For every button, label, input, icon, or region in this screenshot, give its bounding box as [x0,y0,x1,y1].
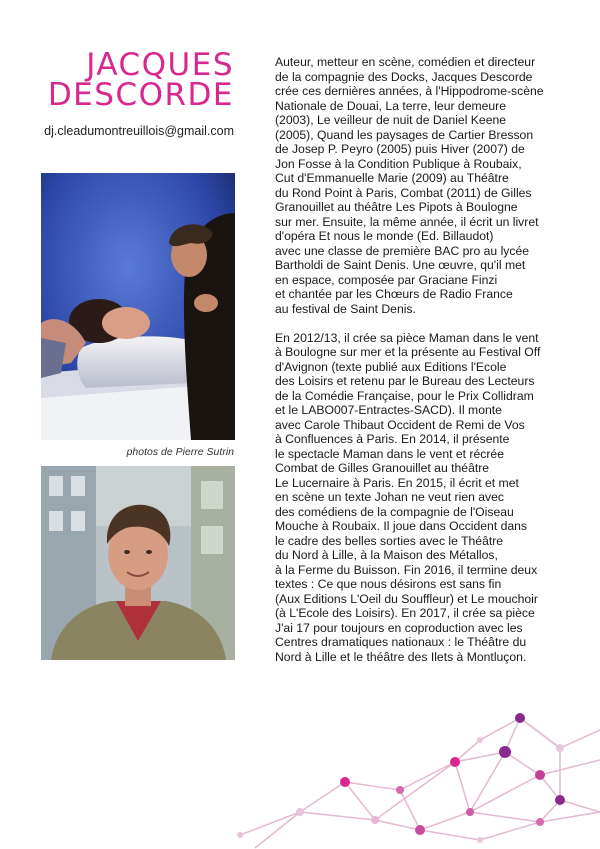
bio-paragraph-2: En 2012/13, il crée sa pièce Maman dans le vent à Boulogne sur mer et la présente au Festival Off d'Avignon (texte publié aux Editions l'Ecole des Loisirs et retenu par le Bureau des Lecteurs de la Comédie Française, pour le Prix Collidram et le LABO007-Entractes-SACD). Il monte avec Carole Thibaut Occident de Remi de Vos à Confluences à Paris. En 2014, il présente le spectacle Maman dans le vent et récrée Combat de Gilles Granouillet au théâtre Le Lucernaire à Paris. En 2015, il écrit et met en scène un texte Johan ne veut rien avec des comédiens de la compagnie de l'Oiseau Mouche à Roubaix. Il joue dans Occident dans le cadre des belles sorties avec le Théâtre du Nord à Lille, à la Maison des Métallos, à la Ferme du Buisson. Fin 2016, il termine deux textes : Ce que nous désirons est sans fin (Aux Editions L'Oeil du Souffleur) et Le mouchoir (à L'Ecole des Loisirs). En 2017, il crée sa pièce J'ai 17 pour toujours en coproduction avec les Centres dramatiques nationaux : le Théâtre du Nord à Lille et le théâtre des Ilets à Montluçon. [275,330,541,664]
author-email[interactable]: dj.cleadumontreuillois@gmail.com [44,124,234,138]
author-name-line2: DESCORDE [47,77,234,113]
bio-paragraph-1: Auteur, metteur en scène, comédien et directeur de la compagnie des Docks, Jacques Descorde crée ces dernières années, à l'Hippodrome-scène Nationale de Douai, La terre, leur demeure (2003), Le veilleur de nuit de Daniel Keene (2005), Quand les paysages de Cartier Bresson de Josep P. Peyro (2005) puis Hiver (2007) de Jon Fosse à la Condition Publique à Roubaix, Cut d'Emmanuelle Marie (2009) au Théâtre du Rond Point à Paris, Combat (2011) de Gilles Granouillet au théâtre Les Pipots à Boulogne sur mer. Ensuite, la même année, il écrit un livret d'opéra Et nous le monde (Ed. Billaudot) avec une classe de première BAC pro au lycée Bartholdi de Saint Denis. Une œuvre, qu'il met en espace, composée par Graciane Finzi et chantée par les Chœurs de Radio France au festival de Saint Denis. [275,55,544,316]
photo-credit: photos de Pierre Sutrin [126,446,234,458]
author-name-line1: JACQUES [86,47,234,83]
